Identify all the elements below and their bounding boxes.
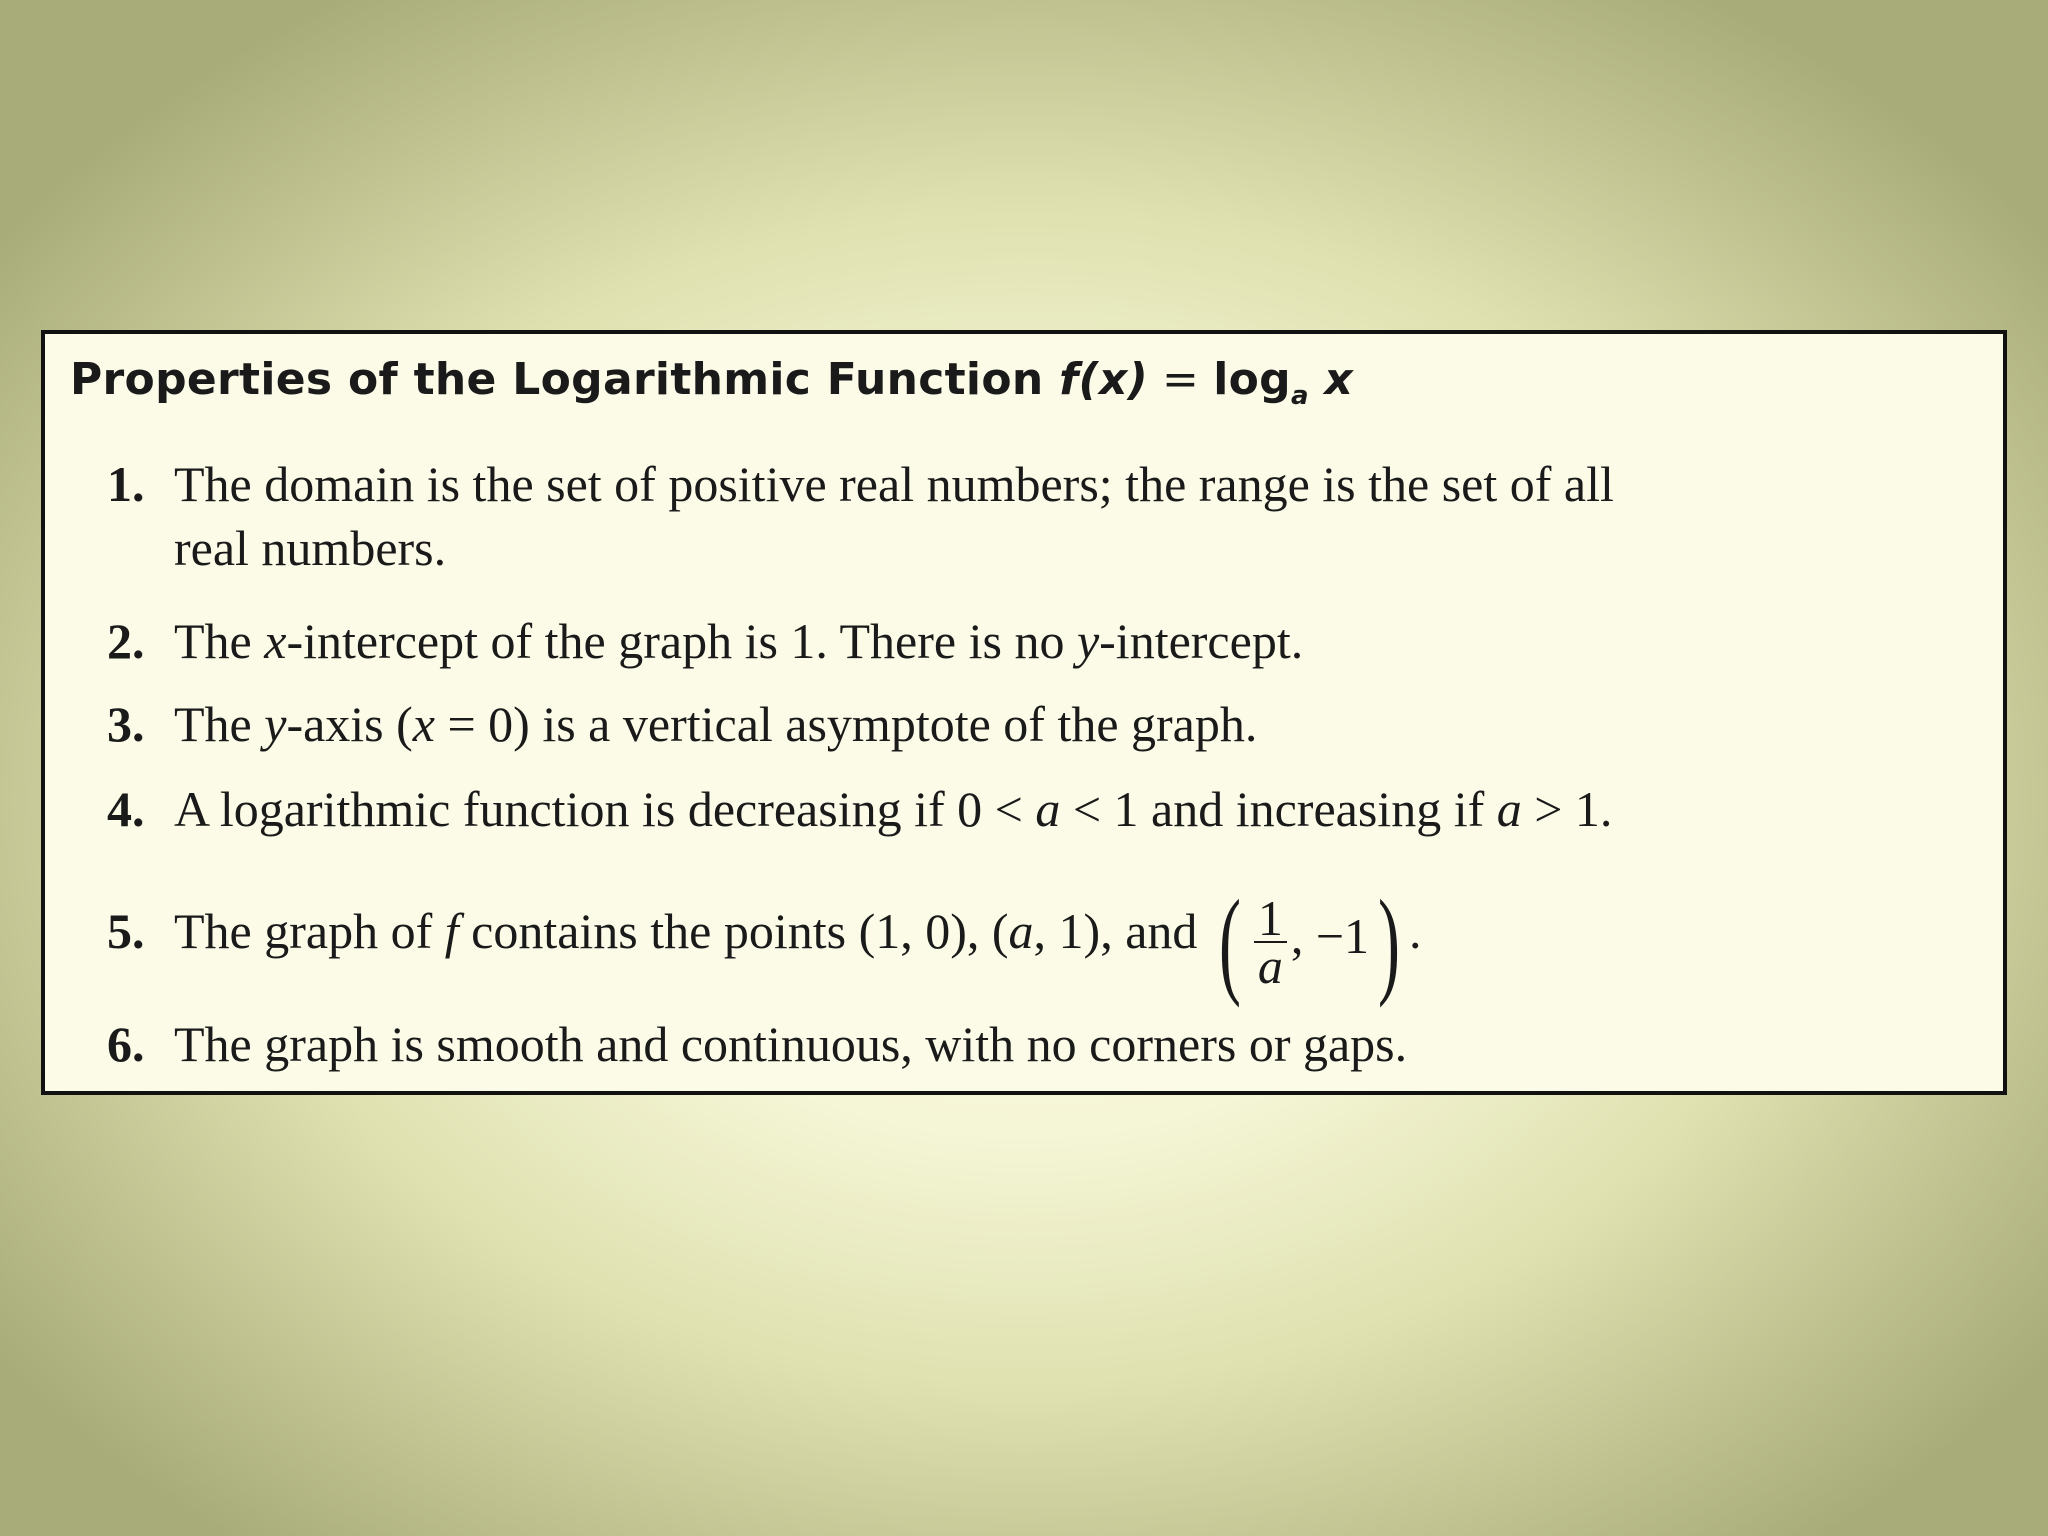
property-text: The domain is the set of positive real numbers; the range is the set of all [174, 456, 1614, 512]
property-text: , 1), and [1033, 903, 1210, 959]
fraction-denominator: a [1257, 937, 1283, 994]
property-3 [107, 692, 1257, 756]
property-text: contains the points (1, 0), ( [458, 903, 1009, 959]
property-number: 3. [107, 696, 145, 752]
box-heading [70, 354, 1354, 411]
property-text: > 1. [1521, 781, 1613, 837]
property-number: 5. [107, 903, 145, 959]
properties-box [41, 330, 2007, 1095]
property-4 [107, 777, 1612, 841]
math-variable: y [264, 696, 287, 752]
heading-text: Properties of the Logarithmic Function [70, 354, 1060, 405]
property-text: -axis ( [286, 696, 413, 752]
property-text: The [174, 613, 265, 669]
math-variable: x [412, 696, 435, 752]
fraction [1254, 889, 1287, 994]
property-text: A logarithmic function is decreasing if 0 < [174, 781, 1036, 837]
property-number: 2. [107, 613, 145, 669]
math-variable: a [1008, 903, 1034, 959]
property-text: The graph of [174, 903, 445, 959]
math-variable: a [1035, 781, 1061, 837]
heading-var: x [1324, 354, 1354, 405]
heading-equals: = [1162, 354, 1200, 405]
heading-arg: (x) [1078, 354, 1149, 405]
property-2 [107, 609, 1303, 673]
property-text: = 0) is a vertical asymptote of the graph. [434, 696, 1258, 752]
heading-log-base: a [1290, 381, 1309, 411]
left-paren: ( [1218, 874, 1241, 1008]
property-6 [107, 1012, 1407, 1076]
property-number: 4. [107, 781, 145, 837]
math-variable: x [264, 613, 287, 669]
heading-log: log [1213, 354, 1291, 405]
property-text: -intercept. [1099, 613, 1304, 669]
property-1 [107, 452, 1614, 516]
right-paren: ) [1378, 874, 1401, 1008]
fraction-numerator: 1 [1254, 895, 1287, 943]
point-expression [1210, 871, 1409, 1008]
heading-func: f [1059, 354, 1079, 405]
property-text: real numbers. [174, 520, 447, 576]
property-number: 6. [107, 1016, 145, 1072]
property-number: 1. [107, 456, 145, 512]
property-end: . [1409, 903, 1422, 959]
property-text: The [174, 696, 265, 752]
property-text: -intercept of the graph is 1. There is no [286, 613, 1077, 669]
property-text: < 1 and increasing if [1060, 781, 1497, 837]
math-variable: f [444, 903, 459, 959]
property-text: The graph is smooth and continuous, with no corners or gaps. [174, 1016, 1408, 1072]
property-1-continued [107, 516, 446, 580]
math-variable: y [1076, 613, 1100, 669]
point-tail: , −1 [1290, 908, 1370, 965]
math-variable: a [1496, 781, 1522, 837]
property-5 [107, 866, 1422, 1008]
